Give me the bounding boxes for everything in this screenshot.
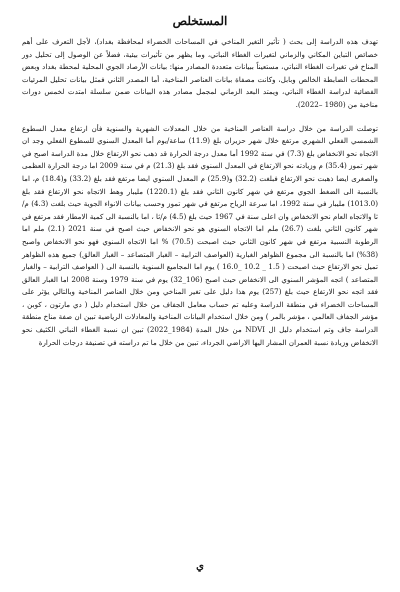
abstract-body xyxy=(22,36,378,349)
abstract-paragraph-2: توصلت الدراسة من خلال دراسة العناصر المناخية من خلال المعدلات الشهرية والسنوية فأن ارتفاع معدل السطوع الشمسي الفعلي الشهري مرتفع خلال شهر حزيران بلغ (11.9) ساعة/يوم أما المعدل السنوي للسطوع الفعلي وجد ان الاتجاه نحو الانخفاض بلغ (7.3) في سنة 1992 أما معدل درجة الحرارة قد ذهب نحو الارتفاع خلال مدة الدراسة اصبح في شهر تموز (35.4) م وزيادته نحو الارتفاع في المعدل السنوي فقد بلغ (21.3) م في سنة 2009 اما درجة الحرارة العظمى والصغرى ايضا ذهبت نحو الارتفاع فبلغت (32.2) و(25.9) م المعدل السنوي ايضا مرتفع فقد بلغ (33.2) و(18.4) م، اما بالنسبة الى الضغط الجوي مرتفع في شهر كانون الثاني فقد بلغ (1220.1) مليبار وهط الاتجاه نحو الارتفاع فقد بلغ (1013.0) مليبار في سنة 1992، اما سرعة الرياح مرتفع في شهر تموز وحسب بيانات الانواء الجوية حيث بلغت (4.3) م/ثا والاتجاه العام نحو الانخفاض وان اعلى سنة في 1967 حيث بلغ (4.5) م/ثا ، اما بالنسبة الى كمية الامطار فقد مرتفع في شهر كانون الثاني بلغت (26.7) ملم اما الاتجاه السنوي هو نحو الانخفاض حيث اصبح في سنة 2021 (2.1) ملم اما الرطوبة النسبية مرتفع في شهر كانون الثاني حيث اصبحت (70.5) % اما الاتجاه السنوي فهو نحو الانخفاض واصبح (38%) اما بالنسبة الى مجموع الظواهر الغبارية (العواصف الترابية – الغبار المتصاعد – الغبار العالق) جميع هذه الظواهر تميل نحو الارتفاع حيث اصبحت ( 1.5 _ 10.2 _16.0 ) يوم اما المجاميع السنوية بالنسبة الى ( العواصف الترابية – والغبار المتصاعد ) اتجه المؤشر السنوي الى الانخفاض حيث اصبح (106_32) يوم في سنة 1979 وسنة 2008 اما الغبار العالق فقد اتجه نحو الارتفاع حيث بلغ (257) يوم هذا دليل على تغير المناخي ومن خلال العناصر المناخية وبالتالي يؤثر على المساحات الخضراء في منطقة الدراسة وعليه تم حساب معامل الجفاف من خلال استخدام دليل ( دي مارتون ، كوبن ، مؤشر الجفاف العالمي ، مؤشر بالمر ) ومن خلال استخدام البيانات المناخية والمعادلات الرياضية تبين ان صفة مناخ منطقة الدراسة جاف وتم استخدام دليل ال NDVI من خلال المدة (1984_2022) تبين ان نسبة الغطاء النباتي الكثيف نحو الانخفاض وزيادة نسبة العمران المشار اليها الاراضي الجرداء، تبين من خلال ما تم دراسته في تصنيفة درجات الحرارة xyxy=(22,123,379,347)
page-number: ي xyxy=(196,561,204,572)
abstract-paragraph-1: تهدف هذه الدراسة إلى بحث ( تأثير التغير المناخي في المساحات الخضراء لمحافظة بغداد)، لأجل التعرف على أهم خصائص التباين المكاني والزماني لتغيرات الغطاء النباتي، وما يظهر من تأثيرات بيئية، فضلاً عن الوصول إلى تحليل دور المناخ في تغيرات الغطاء النباتي، مستعيناً ببيانات متعددة المصادر منها: بيانات الأرصاد الجوي المحلية لمحطة بغداد وبعض المحطات الضابطة الخالص وبابل، وكانت مصفاة بيانات العناصر المناخية، أما المصدر الثاني فمثل بيانات تحليل المرئيات الفضائية لدراسة الغطاء النباتي، ويمتد البعد الزماني لمجمل مصادر هذه البيانات ضمن سلسلة امتدت لخمس دورات مناخية من (1980 –2022). xyxy=(22,37,378,109)
abstract-title: المستخلص xyxy=(172,14,228,28)
